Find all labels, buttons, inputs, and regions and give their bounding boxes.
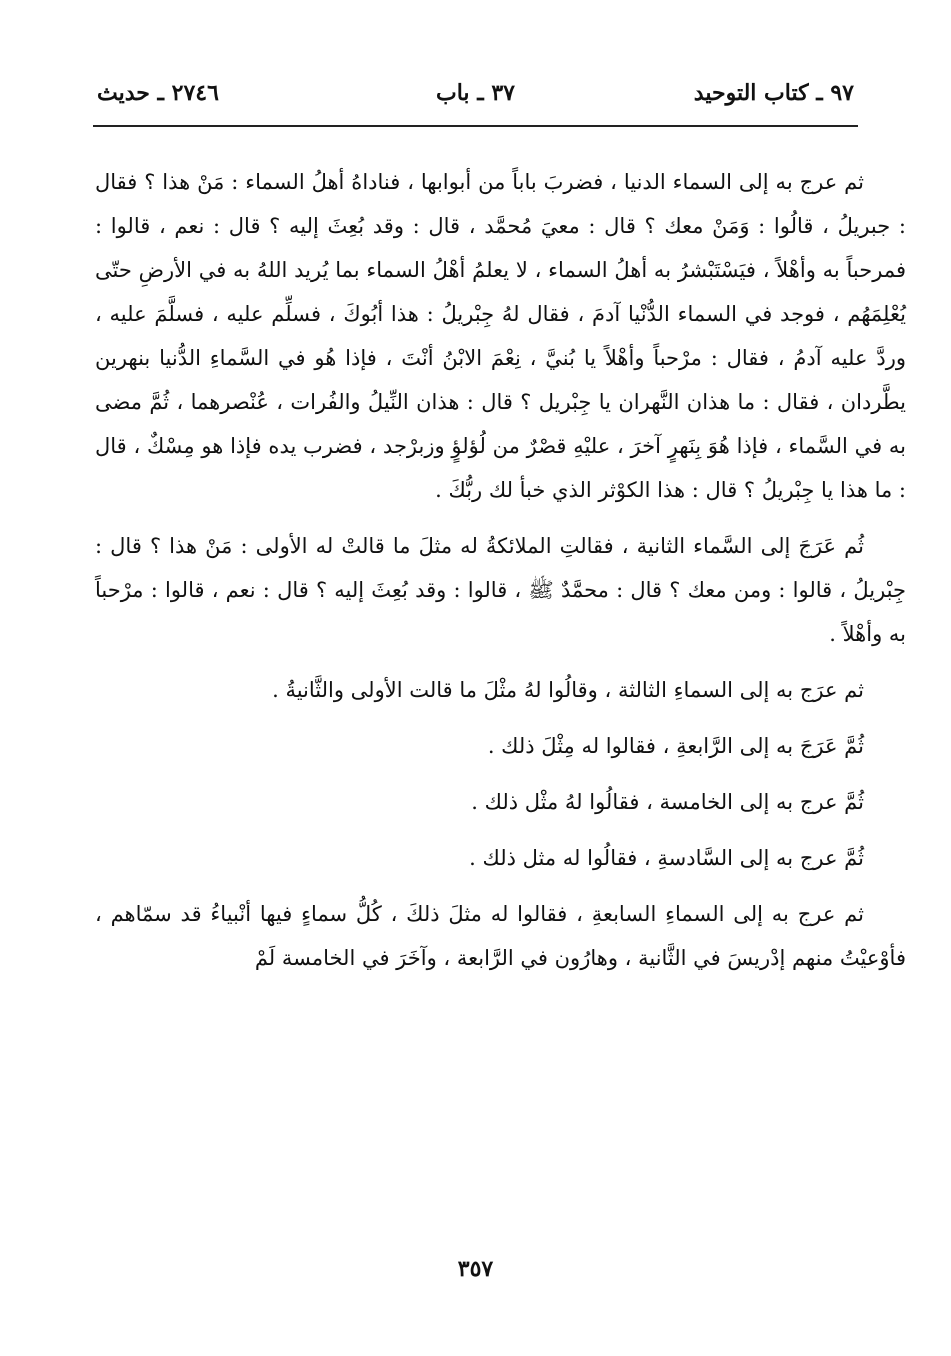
running-header — [93, 72, 858, 122]
header-rule — [93, 125, 858, 127]
paragraph-fifth-heaven: ثُمَّ عرج به إلى الخامسة ، فقالُوا لهُ مثْل ذلك . — [471, 790, 864, 814]
paragraph-fourth-heaven: ثُمَّ عَرَجَ به إلى الرَّابعةِ ، فقالوا له مِثْلَ ذلك . — [487, 734, 864, 758]
paragraph-third-heaven: ثم عرَج به إلى السماءِ الثالثة ، وقالُوا لهُ مثْلَ ما قالت الأولى والثَّانيةُ . — [272, 678, 864, 702]
paragraph-seventh-heaven: ثم عرج به إلى السماءِ السابعةِ ، فقالوا له مثلَ ذلكَ ، كُلُّ سماءٍ فيها أنْبياءُ قد سمّاهم ، فأوْعيْتُ منهم إدْريسَ في الثَّانية ، وهارُون في الرَّابعة ، وآخَرَ في الخامسة لَمْ — [95, 902, 906, 970]
page-body — [95, 160, 906, 980]
paragraph-second-heaven: ثُم عَرَجَ إلى السَّماء الثانية ، فقالتِ الملائكةُ له مثلَ ما قالتْ له الأولى : مَنْ هذا ؟ قال : جِبْريلُ ، قالوا : ومن معك ؟ قال : محمَّدٌ ﷺ ، قالوا : وقد بُعِثَ إليه ؟ قال : نعم ، قالوا : مرْحباً به وأهْلاً . — [95, 534, 906, 646]
header-hadith-number: ٢٧٤٦ ـ حديث — [97, 80, 219, 106]
page-number: ٣٥٧ — [457, 1256, 494, 1282]
paragraph-sixth-heaven: ثُمَّ عرج به إلى السَّادسةِ ، فقالُوا له مثل ذلك . — [469, 846, 864, 870]
header-chapter: ٣٧ ـ باب — [436, 80, 515, 106]
paragraph-first-heaven: ثم عرج به إلى السماء الدنيا ، فضربَ باباً من أبوابها ، فناداهُ أهلُ السماء : مَنْ هذا ؟ فقال : جبريلُ ، قالُوا : وَمَنْ معك ؟ قال : معيَ مُحمَّد ، قال : وقد بُعِثَ إليه ؟ قال : نعم ، قالوا : فمرحباً به وأهْلاً ، فيَسْتَبْشرُ به أهلُ السماء ، لا يعلمُ أهْلُ السماء بما يُريد اللهُ به في الأرضِ حتّى يُعْلِمَهُم ، فوجد في السماء الدُّنْيا آدمَ ، فقال لهُ جِبْريلُ : هذا أبُوكَ ، فسلِّم عليه ، فسلَّمَ عليه ، وردَّ عليه آدمُ ، فقال : مرْحباً وأهْلاً يا بُنيَّ ، نِعْمَ الابْنُ أنْتَ ، فإذا هُو في السَّماءِ الدُّنيا بنهرين يطَّردان ، فقال : ما هذان النَّهران يا جِبْريل ؟ قال : هذان النِّيلُ والفُرات ، عُنْصرهما ، ثُمَّ مضى به في السَّماء ، فإذا هُوَ بِنَهرٍ آخرَ ، عليْهِ قصْرٌ من لُؤلؤٍ وزبرْجد ، فضرب يده فإذا هو مِسْكٌ ، قال : ما هذا يا جِبْريلُ ؟ قال : هذا الكوْثر الذي خبأ لك ربُّكَ . — [95, 170, 906, 502]
header-book-title: ٩٧ ـ كتاب التوحيد — [693, 80, 854, 106]
